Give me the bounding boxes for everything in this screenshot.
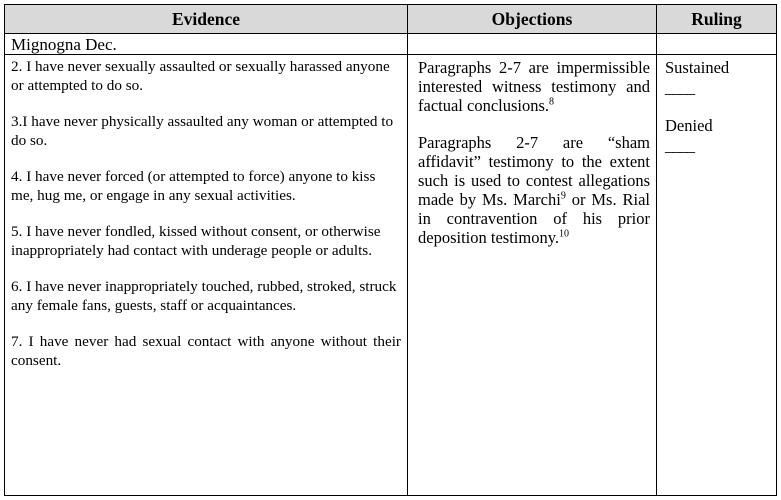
evidence-row [5,55,777,496]
evidence-paragraph-7: 7. I have never had sexual contact with anyone without their consent. [11,333,401,369]
evidence-header: Evidence [5,5,408,34]
objection-sham-affidavit [418,133,650,247]
header-row [5,5,777,34]
objection-interested-witness [418,58,650,115]
footnote-10: 10 [559,228,570,240]
evidence-paragraph-3: 3.I have never physically assaulted any woman or attempted to do so. [11,113,394,149]
evidence-cell [5,55,408,496]
section-objections-cell [408,34,657,55]
evidence-paragraph-6: 6. I have never inappropriately touched, rubbed, stroked, struck any female fans, guests, staff or acquaintances. [11,278,397,314]
footnote-9: 9 [560,190,566,202]
ruling-cell [657,55,777,496]
ruling-sustained: Sustained [665,58,730,77]
footnote-8: 8 [549,96,555,108]
evidence-paragraph-5: 5. I have never fondled, kissed without consent, or otherwise inappropriately had contact with underage people or adults. [11,223,381,259]
evidence-paragraph-4: 4. I have never forced (or attempted to force) anyone to kiss me, hug me, or engage in any sexual activities. [11,168,376,204]
objections-cell [408,55,657,496]
objections-header: Objections [408,5,657,34]
section-row [5,34,777,55]
objection-1-text: Paragraphs 2-7 are impermissible interested witness testimony and factual conclusions. [418,58,650,115]
section-ruling-cell [657,34,777,55]
objection-2-text-b: or Ms. Rial in contravention of his prior deposition testimony. [418,190,650,247]
ruling-sustained-blank: ____ [665,78,694,97]
evidence-paragraph-2: 2. I have never sexually assaulted or sexually harassed anyone or attempted to do so. [11,58,390,94]
ruling-denied-blank: ____ [665,136,694,155]
evidence-objections-table [4,4,777,496]
section-title: Mignogna Dec. [5,34,408,55]
ruling-header: Ruling [657,5,777,34]
objection-2-text-a: Paragraphs 2-7 are “sham affidavit” testimony to the extent such is used to contest allegations made by Ms. Marchi [418,133,650,209]
ruling-denied: Denied [665,116,713,135]
